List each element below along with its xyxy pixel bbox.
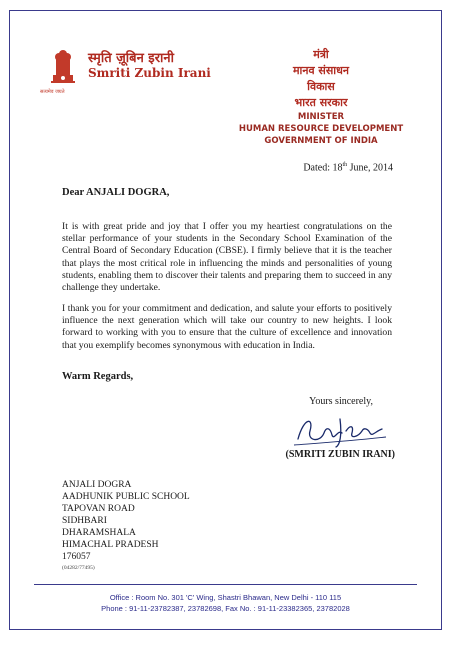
address-line: TAPOVAN ROAD <box>62 504 135 514</box>
date-ordinal: th <box>342 162 348 168</box>
yours-sincerely: Yours sincerely, <box>309 396 373 407</box>
footer-office: Office : Room No. 301 'C' Wing, Shastri Bhawan, New Delhi - 110 115 <box>109 593 342 602</box>
address-line: ANJALI DOGRA <box>62 480 132 490</box>
address-line: 176057 <box>62 552 91 562</box>
letter-page <box>9 10 442 630</box>
letter-date <box>303 162 393 173</box>
salutation: Dear ANJALI DOGRA, <box>62 187 170 198</box>
emblem-motto: सत्यमेव जयते <box>40 89 65 95</box>
body-paragraph-1: It is with great pride and joy that I offer you my heartiest congratulations on the stellar performance of your students in the Secondary School Examination of the Central Board of Secondary Education (CBSE). I firmly believe that it is the teacher that plays the most critical role in influencing the minds and personalities of young students, enabling them to discover their talents and preparing them to succeed in any challenge they undertake. <box>62 221 392 294</box>
handwritten-signature <box>290 411 390 451</box>
date-rest: June, 2014 <box>347 162 393 174</box>
ministry-hindi-line: मानव संसाधन <box>292 64 350 77</box>
reference-number: (04282/77495) <box>62 565 95 571</box>
address-line: DHARAMSHALA <box>62 528 136 538</box>
footer-divider <box>34 584 417 585</box>
minister-name-english: Smriti Zubin Irani <box>88 66 211 80</box>
body-paragraph-2: I thank you for your commitment and dedication, and salute your efforts to positively influence the next generation which will take our country to new heights. I look forward to working with you to ensure that the culture of excellence and innovation that you exemplify becomes synonymous with education in India. <box>62 303 392 351</box>
ministry-hindi-line: विकास <box>307 80 335 93</box>
address-line: SIDHBARI <box>62 516 107 526</box>
address-line: HIMACHAL PRADESH <box>62 540 159 550</box>
date-prefix: Dated: 18 <box>303 162 343 174</box>
warm-regards: Warm Regards, <box>62 371 134 382</box>
footer-phone: Phone : 91-11-23782387, 23782698, Fax No. : 91-11-23382365, 23782028 <box>101 604 350 613</box>
national-emblem-icon <box>50 45 76 85</box>
address-line: AADHUNIK PUBLIC SCHOOL <box>62 492 190 502</box>
minister-name-hindi: स्मृति ज़ूबिन इरानी <box>88 51 174 66</box>
ministry-hindi-line: भारत सरकार <box>294 96 348 109</box>
ministry-english-line: MINISTER <box>297 112 345 122</box>
ministry-hindi-line: मंत्री <box>313 48 329 61</box>
ministry-english-line: GOVERNMENT OF INDIA <box>264 136 378 146</box>
recipient-address <box>62 479 190 563</box>
ministry-english-line: HUMAN RESOURCE DEVELOPMENT <box>238 124 404 134</box>
footer <box>10 592 441 614</box>
signer-name: (SMRITI ZUBIN IRANI) <box>285 449 395 460</box>
ministry-block <box>221 47 421 147</box>
